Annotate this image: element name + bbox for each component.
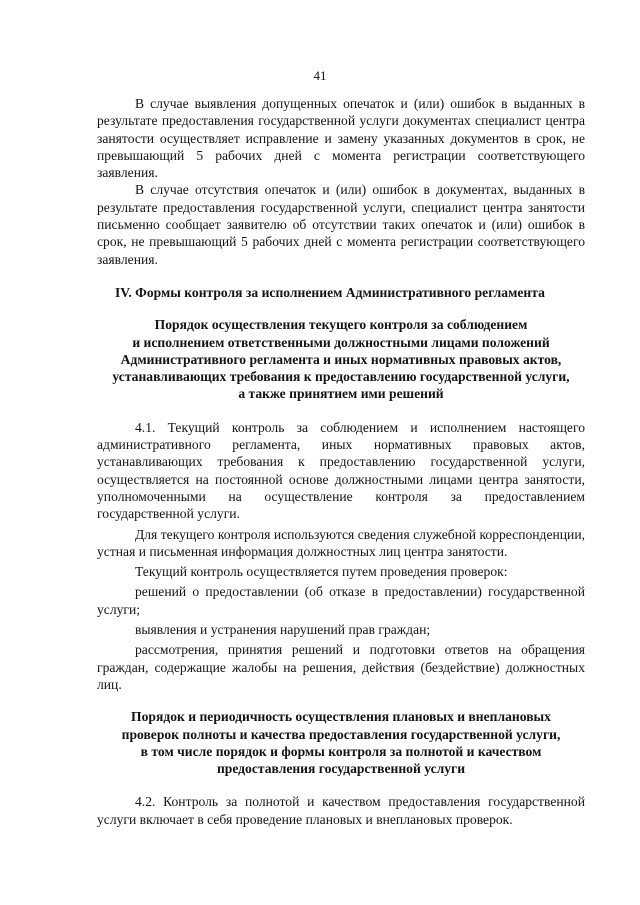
subsection-title-line: устанавливающих требования к предоставлению государственной услуги,: [112, 369, 570, 385]
paragraph-4-2: 4.2. Контроль за полнотой и качеством предоставления государственной услуги включает в себя проведение плановых и внеплановых проверок.: [97, 794, 585, 827]
list-item-decisions: решений о предоставлении (об отказе в предоставлении) государственной услуги;: [97, 584, 585, 617]
subsection-title-line: Порядок и периодичность осуществления плановых и внеплановых: [131, 709, 551, 725]
subsection-title-current-control: [97, 316, 585, 402]
section-title: IV. Формы контроля за исполнением Административного регламента: [115, 284, 545, 300]
paragraph-typo-correction: В случае выявления допущенных опечаток и (или) ошибок в выданных в результате предоставления государственной услуги документах специалист центра занятости осуществляет исправление и замену указанных документов в срок, не превышающий 5 рабочих дней с момента регистрации соответствующего заявления.: [97, 96, 585, 181]
list-item-complaints: рассмотрения, принятия решений и подготовки ответов на обращения граждан, содержащие жалобы на решения, действия (бездействие) должностных лиц.: [97, 642, 585, 692]
subsection-title-line: а также принятием ими решений: [238, 386, 444, 402]
paragraph-4-1: 4.1. Текущий контроль за соблюдением и исполнением настоящего административного регламента, иных нормативных правовых актов, устанавливающих требования к предоставлению государственной услуги, осуществляется на постоянной основе должностными лицами центра занятости, уполномоченными на осуществление контроля за предоставлением государственной услуги.: [97, 419, 585, 522]
subsection-title-line: проверок полноты и качества предоставления государственной услуги,: [121, 726, 561, 742]
subsection-title-line: Административного регламента и иных нормативных правовых актов,: [120, 351, 562, 367]
paragraph-control-sources: Для текущего контроля используются сведения служебной корреспонденции, устная и письменная информация должностных лиц центра занятости.: [97, 526, 585, 559]
subsection-title-line: Порядок осуществления текущего контроля за соблюдением: [154, 317, 528, 333]
paragraph-no-typo-notice: В случае отсутствия опечаток и (или) ошибок в документах, выданных в результате предоставления государственной услуги, специалист центра занятости письменно сообщает заявителю об отсутствии таких опечаток и (или) ошибок в срок, не превышающий 5 рабочих дней с момента регистрации соответствующего заявления.: [97, 182, 585, 267]
subsection-title-line: предоставления государственной услуги: [216, 761, 466, 777]
subsection-title-line: и исполнением ответственными должностными лицами положений: [132, 334, 550, 350]
subsection-title-line: в том числе порядок и формы контроля за полнотой и качеством: [140, 743, 542, 759]
document-body: [97, 95, 585, 828]
paragraph-control-method: Текущий контроль осуществляется путем проведения проверок:: [135, 564, 508, 580]
page-number: 41: [313, 68, 327, 83]
subsection-title-planned-checks: [97, 708, 585, 777]
list-item-violations: выявления и устранения нарушений прав граждан;: [135, 622, 431, 638]
